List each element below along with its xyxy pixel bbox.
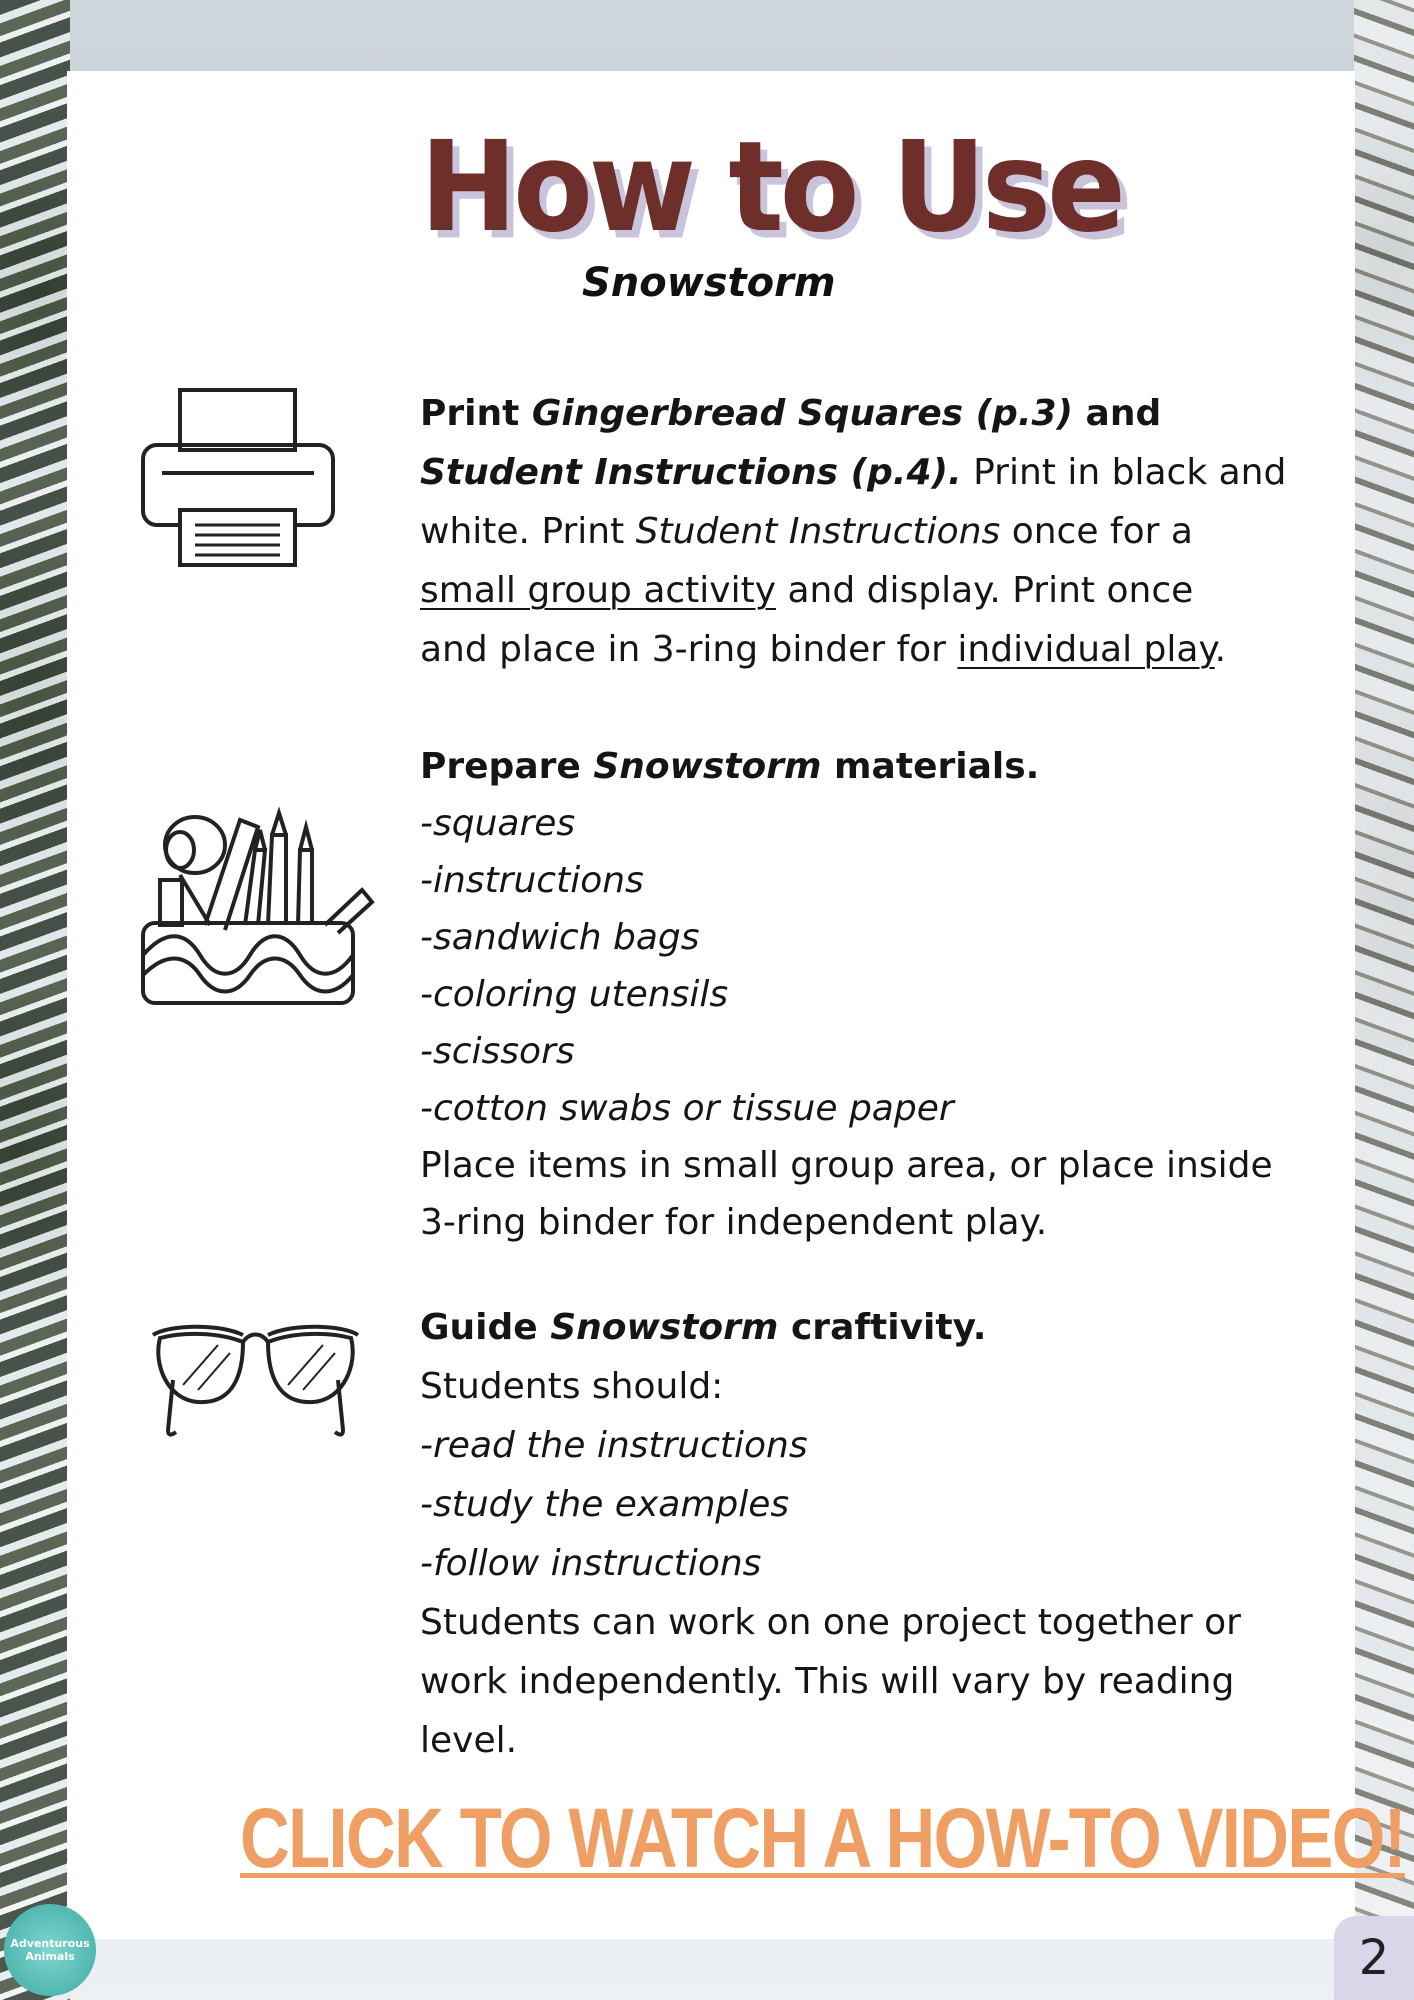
guide-note-line-3: level. xyxy=(420,1720,518,1761)
list-item: -instructions xyxy=(420,860,644,901)
student-instructions-ref: Student Instructions (p.4). xyxy=(420,452,962,493)
list-item: -follow instructions xyxy=(420,1543,762,1584)
how-to-video-link[interactable]: CLICK TO WATCH A HOW-TO VIDEO! xyxy=(240,1791,1405,1885)
print-line-1 xyxy=(420,384,1280,443)
prepare-note-line-2: 3-ring binder for independent play. xyxy=(420,1202,1048,1243)
print-and-text: and xyxy=(1073,393,1162,434)
prepare-note-line-1: Place items in small group area, or place inside xyxy=(420,1145,1273,1186)
prepare-heading-italic: Snowstorm xyxy=(593,746,822,787)
guide-heading xyxy=(420,1298,1280,1357)
guide-note-line-2: work independently. This will vary by reading xyxy=(420,1661,1235,1702)
guide-heading-italic: Snowstorm xyxy=(550,1307,779,1348)
list-item: -coloring utensils xyxy=(420,974,729,1015)
print-line-3 xyxy=(420,502,1280,561)
section-guide xyxy=(420,1298,1280,1770)
brand-logo-text: Adventurous Animals xyxy=(10,1937,90,1963)
print-bold-text: Print xyxy=(420,393,532,434)
print-line-5-end: . xyxy=(1214,629,1227,670)
guide-heading-a: Guide xyxy=(420,1307,551,1348)
individual-play-text: individual play xyxy=(957,629,1215,670)
print-line-2 xyxy=(420,443,1287,502)
section-print xyxy=(420,384,1287,679)
prepare-heading xyxy=(420,738,1280,795)
list-item: -squares xyxy=(420,803,576,844)
print-line-3-text-b: once for a xyxy=(1000,511,1193,552)
glasses-icon xyxy=(148,1320,363,1440)
background-trees-left xyxy=(0,0,70,2000)
section-prepare xyxy=(420,738,1280,1251)
guide-heading-b: craftivity. xyxy=(778,1307,987,1348)
small-group-activity-text: small group activity xyxy=(420,570,777,611)
background-trees-right xyxy=(1354,0,1414,2000)
print-line-3-text-a: white. Print xyxy=(420,511,636,552)
print-line-5-text: and place in 3-ring binder for xyxy=(420,629,958,670)
prepare-heading-b: materials. xyxy=(821,746,1040,787)
list-item: -study the examples xyxy=(420,1484,790,1525)
list-item: -sandwich bags xyxy=(420,917,700,958)
list-item: -cotton swabs or tissue paper xyxy=(420,1088,954,1129)
page-number: 2 xyxy=(1334,1916,1414,2000)
print-line-5 xyxy=(420,620,1280,679)
list-item: -read the instructions xyxy=(420,1425,808,1466)
print-line-2-text: Print in black and xyxy=(961,452,1287,493)
print-line-4 xyxy=(420,561,1280,620)
print-line-3-italic: Student Instructions xyxy=(635,511,1001,552)
list-item: -scissors xyxy=(420,1031,575,1072)
pencil-case-icon xyxy=(140,805,375,1005)
page-title: How to Use xyxy=(420,114,1122,260)
brand-logo xyxy=(4,1904,96,1996)
guide-note-line-1: Students can work on one project together or xyxy=(420,1602,1241,1643)
prepare-heading-a: Prepare xyxy=(420,746,594,787)
printer-icon xyxy=(140,385,340,570)
gingerbread-squares-ref: Gingerbread Squares (p.3) xyxy=(531,393,1074,434)
page-subtitle: Snowstorm xyxy=(582,260,836,306)
guide-intro: Students should: xyxy=(420,1366,724,1407)
print-line-4-text: and display. Print once xyxy=(776,570,1194,611)
